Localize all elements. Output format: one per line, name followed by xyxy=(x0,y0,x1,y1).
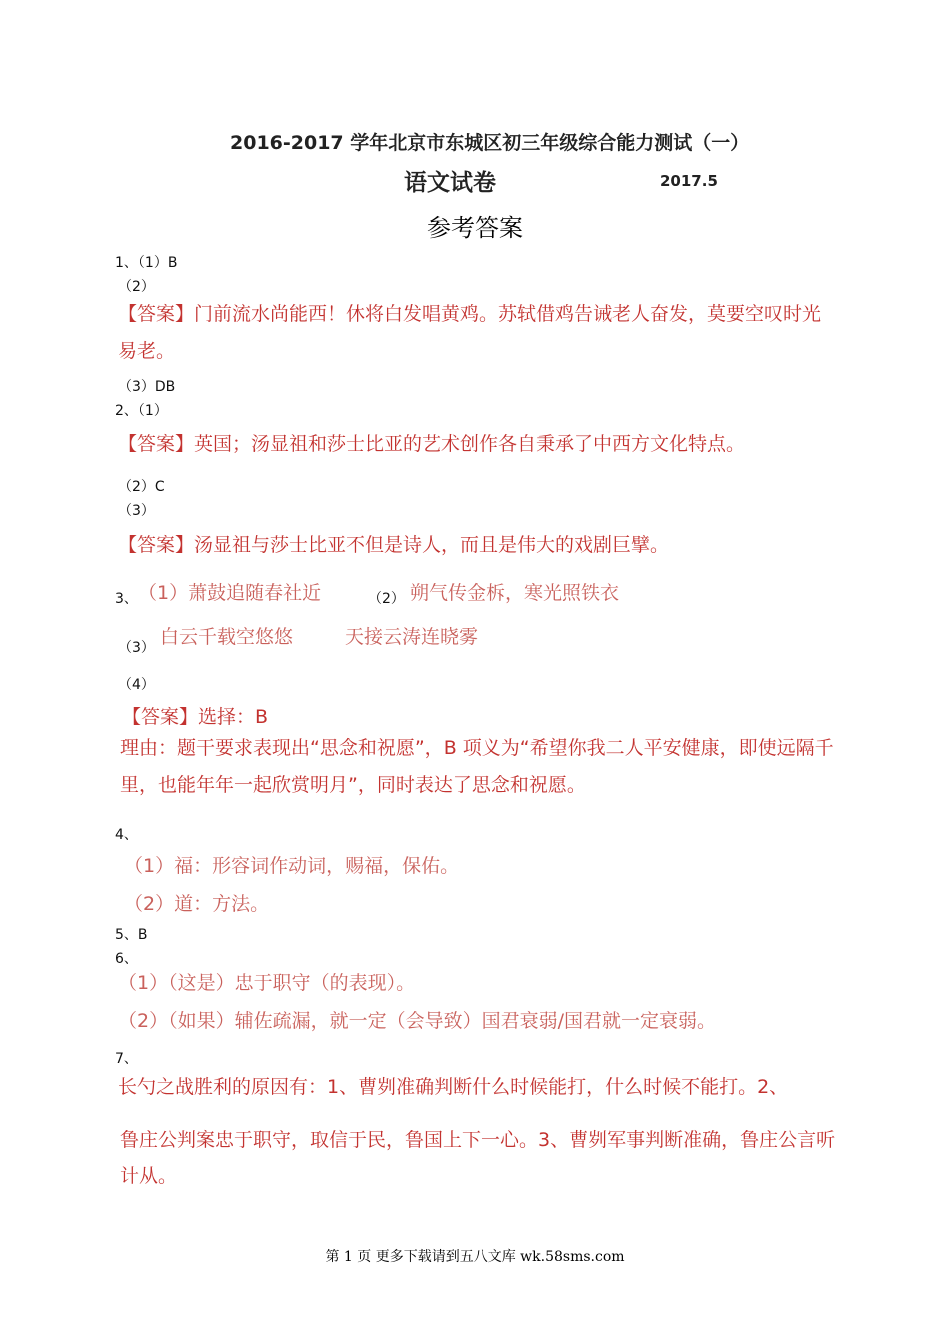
q3-number: 3、 xyxy=(115,591,138,607)
q3-answer3a: 白云千载空悠悠 xyxy=(160,626,294,648)
q1-number: 1、（1）B xyxy=(115,255,178,271)
q1-answer2: 【答案】门前流水尚能西！休将白发唱黄鸡。苏轼借鸡告诫老人奋发，莫要空叹时光易老。 xyxy=(118,303,822,362)
page-title: 参考答案 xyxy=(427,214,523,242)
q6-answer2: （2）（如果）辅佐疏漏，就一定（会导致）国君衰弱/国君就一定衰弱。 xyxy=(118,1010,716,1032)
q2-number: 2、（1） xyxy=(115,403,168,419)
q2-sub3: （3） xyxy=(118,503,155,519)
q6-answer1: （1）（这是）忠于职守（的表现）。 xyxy=(118,972,416,994)
q3-answer3b: 天接云涛连晓雾 xyxy=(345,626,479,648)
q7-line2: 鲁庄公判案忠于职守，取信于民，鲁国上下一心。3、曹刿军事判断准确，鲁庄公言听计从。 xyxy=(120,1129,836,1187)
q3-answer2: 朔气传金柝，寒光照铁衣 xyxy=(410,582,620,604)
q2-answer1: 【答案】英国；汤显祖和莎士比亚的艺术创作各自秉承了中西方文化特点。 xyxy=(118,433,746,455)
exam-date: 2017.5 xyxy=(660,172,718,190)
q3-sub2: （2） xyxy=(368,591,405,607)
q2-sub2: （2）C xyxy=(118,479,165,495)
q1-sub3: （3）DB xyxy=(118,379,176,395)
exam-subject: 语文试卷 xyxy=(404,170,496,196)
q3-reason: 理由：题干要求表现出“思念和祝愿”，B 项义为“希望你我二人平安健康，即使远隔千里，也能年年一起欣赏明月”，同时表达了思念和祝愿。 xyxy=(120,737,834,796)
page-footer: 第 1 页 更多下载请到五八文库 wk.58sms.com xyxy=(325,1249,625,1265)
q3-sub3: （3） xyxy=(118,640,155,656)
q3-sub4: （4） xyxy=(118,677,155,693)
q2-answer3: 【答案】汤显祖与莎士比亚不但是诗人，而且是伟大的戏剧巨擘。 xyxy=(118,534,670,556)
q7-line1: 长勺之战胜利的原因有：1、曹刿准确判断什么时候能打，什么时候不能打。2、 xyxy=(118,1076,789,1098)
q3-answer4: 【答案】选择：B xyxy=(122,706,269,728)
q4-answer1: （1）福：形容词作动词，赐福，保佑。 xyxy=(124,855,460,877)
q3-answer1: （1）萧鼓追随春社近 xyxy=(138,582,322,604)
exam-header-title: 2016-2017 学年北京市东城区初三年级综合能力测试（一） xyxy=(230,132,750,154)
q7-number: 7、 xyxy=(115,1051,138,1067)
q1-sub2: （2） xyxy=(118,279,155,295)
q4-number: 4、 xyxy=(115,827,138,843)
q5-number: 5、B xyxy=(115,927,148,943)
q6-number: 6、 xyxy=(115,951,138,967)
q4-answer2: （2）道：方法。 xyxy=(124,893,270,915)
